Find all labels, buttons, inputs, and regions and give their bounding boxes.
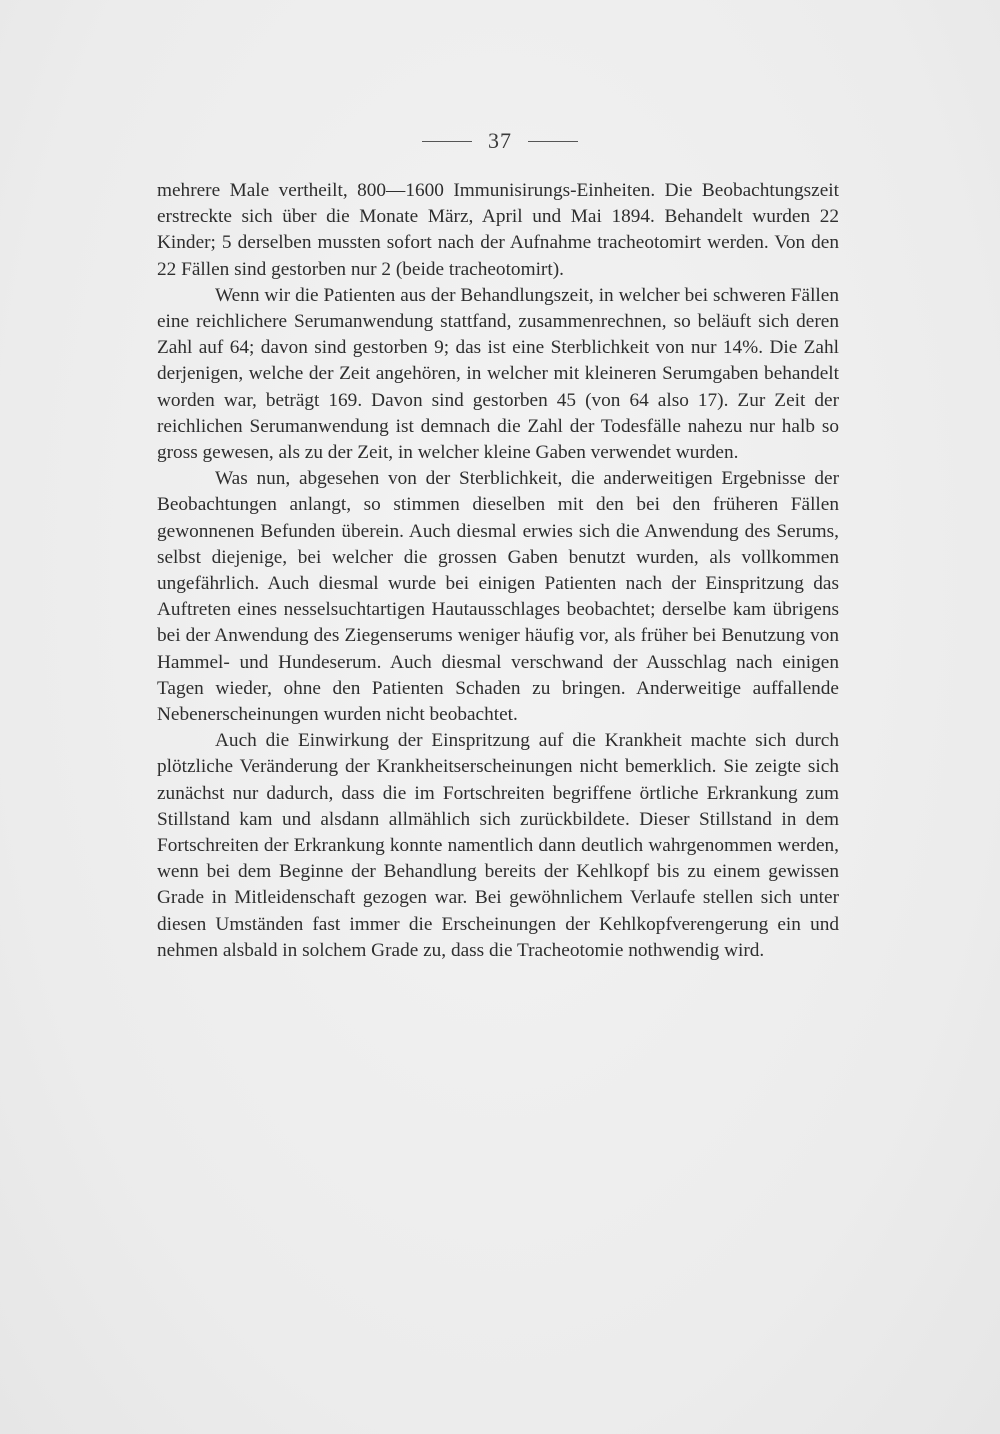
- paragraph-4: Auch die Einwirkung der Einspritzung auf die Krankheit machte sich durch plötzliche Veränderung der Krankheitserscheinungen nicht bemerklich. Sie zeigte sich zunächst nur dadurch, dass die im Fortschreiten begriffene örtliche Erkrankung zum Stillstand kam und alsdann allmählich sich zurückbildete. Dieser Stillstand in dem Fortschreiten der Erkrankung konnte namentlich dann deutlich wahrgenommen werden, wenn bei dem Beginne der Behandlung bereits der Kehlkopf bis zu einem gewissen Grade in Mitleidenschaft gezogen war. Bei gewöhnlichem Verlaufe stellen sich unter diesen Umständen fast immer die Erscheinungen der Kehlkopfverengerung ein und nehmen alsbald in solchem Grade zu, dass die Tracheotomie nothwendig wird.: [157, 730, 839, 961]
- page-header: [0, 126, 1000, 156]
- body-text: [157, 178, 839, 964]
- header-rule-right: [528, 141, 578, 142]
- paragraph-2: Wenn wir die Patienten aus der Behandlungszeit, in welcher bei schweren Fällen eine reichlichere Serumanwendung stattfand, zusammenrechnen, so beläuft sich deren Zahl auf 64; davon sind gestorben 9; das ist eine Sterblichkeit von nur 14%. Die Zahl derjenigen, welche der Zeit angehören, in welcher mit kleineren Serumgaben behandelt worden war, beträgt 169. Davon sind gestorben 45 (von 64 also 17). Zur Zeit der reichlichen Serumanwendung ist demnach die Zahl der Todesfälle nahezu nur halb so gross gewesen, als zu der Zeit, in welcher kleine Gaben verwendet wurden.: [157, 284, 839, 464]
- header-rule-left: [422, 141, 472, 142]
- page-number: 37: [488, 128, 512, 153]
- paragraph-3: Was nun, abgesehen von der Sterblichkeit, die anderweitigen Ergebnisse der Beobachtungen anlangt, so stimmen dieselben mit den bei den früheren Fällen gewonnenen Befunden überein. Auch diesmal erwies sich die Anwendung des Serums, selbst diejenige, bei welcher die grossen Gaben benutzt wurden, als vollkommen ungefährlich. Auch diesmal wurde bei einigen Patienten nach der Einspritzung das Auftreten eines nesselsuchtartigen Hautausschlages beobachtet; derselbe kam übrigens bei der Anwendung des Ziegenserums weniger häufig vor, als früher bei Benutzung von Hammel- und Hundeserum. Auch diesmal verschwand der Ausschlag nach einigen Tagen wieder, ohne den Patienten Schaden zu bringen. Anderweitige auffallende Nebenerscheinungen wurden nicht beobachtet.: [157, 468, 839, 726]
- paragraph-1: mehrere Male vertheilt, 800—1600 Immunisirungs-Einheiten. Die Beobachtungszeit erstreckte sich über die Monate März, April und Mai 1894. Behandelt wurden 22 Kinder; 5 derselben mussten sofort nach der Aufnahme tracheotomirt werden. Von den 22 Fällen sind gestorben nur 2 (beide tracheotomirt).: [157, 180, 839, 280]
